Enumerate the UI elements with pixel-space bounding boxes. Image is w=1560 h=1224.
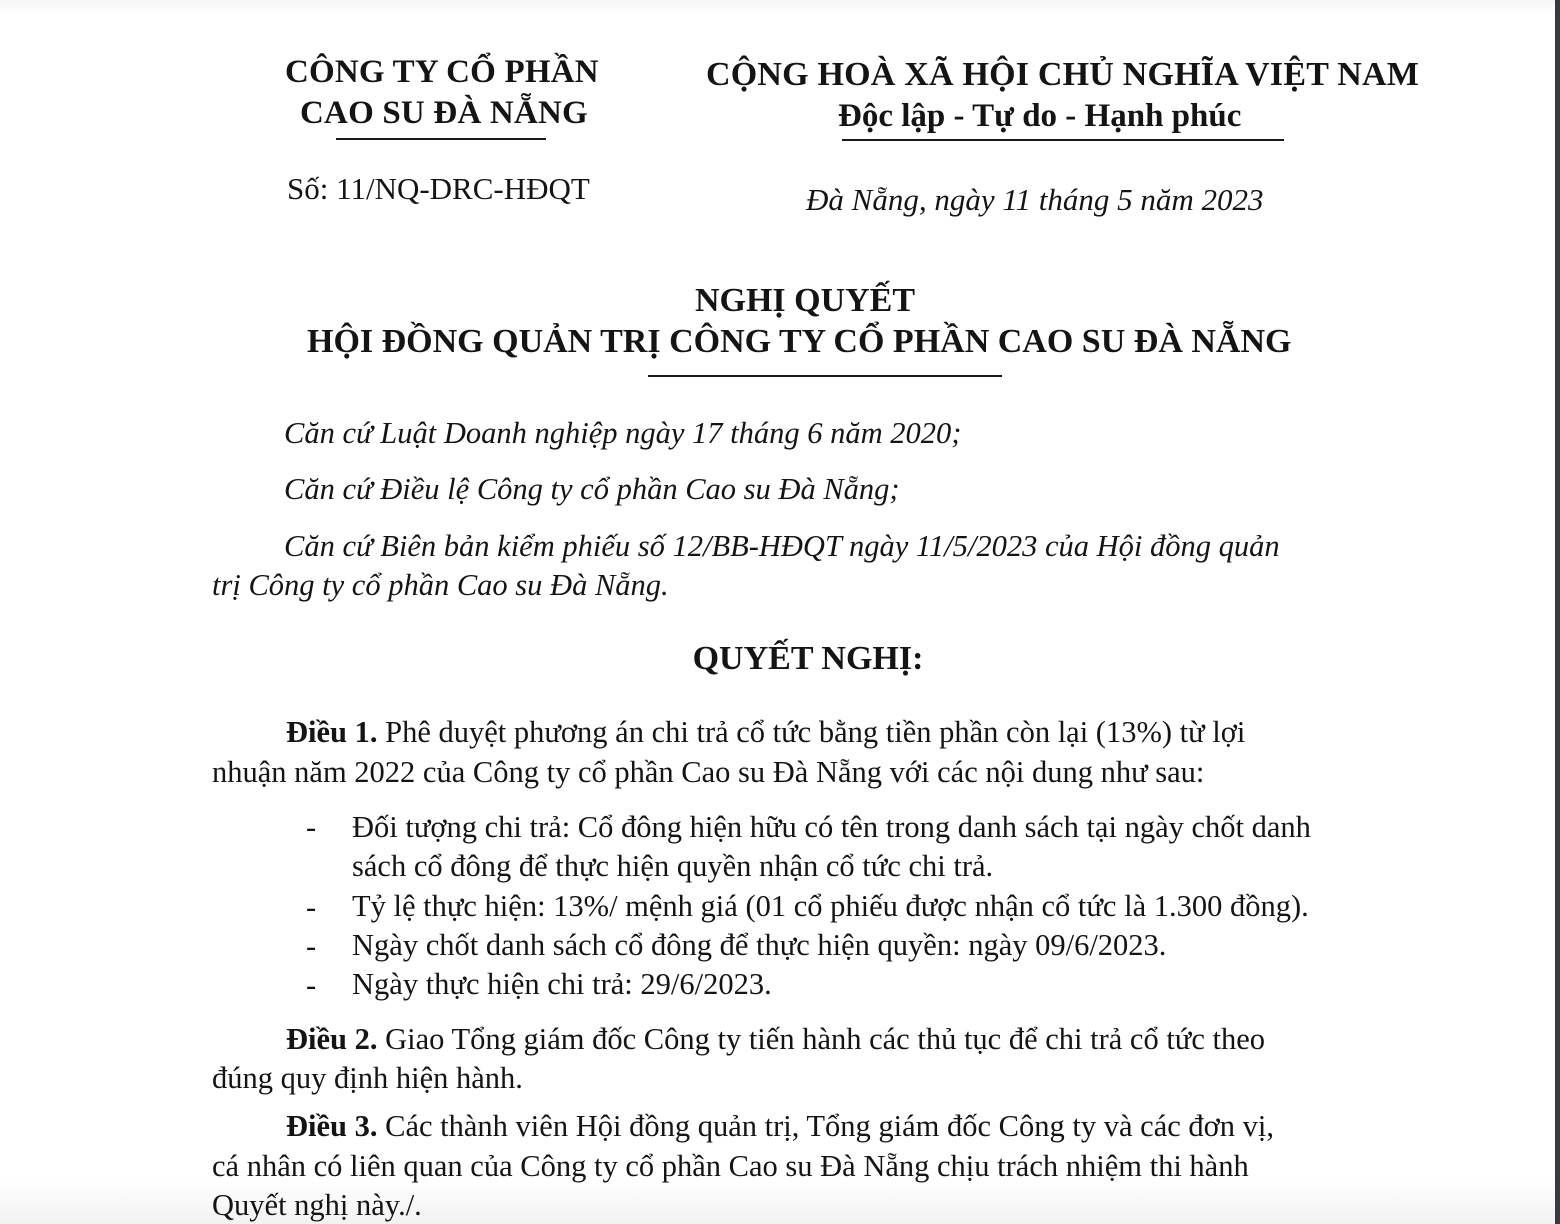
document-title: NGHỊ QUYẾT	[694, 282, 916, 319]
company-underline	[336, 138, 546, 140]
article-1-text: Phê duyệt phương án chi trả cổ tức bằng tiền phần còn lại (13%) từ lợi	[377, 715, 1246, 749]
basis-3-cont: trị Công ty cổ phần Cao su Đà Nẵng.	[212, 568, 669, 602]
title-underline	[648, 375, 1002, 377]
bullet-3: Ngày chốt danh sách cổ đông để thực hiện quyền: ngày 09/6/2023.	[352, 928, 1167, 962]
article-2-label: Điều 2.	[286, 1022, 378, 1056]
basis-2: Căn cứ Điều lệ Công ty cổ phần Cao su Đà Nẵng;	[284, 472, 900, 506]
basis-1: Căn cứ Luật Doanh nghiệp ngày 17 tháng 6 năm 2020;	[284, 416, 962, 450]
article-1	[286, 713, 1245, 751]
national-motto: Độc lập - Tự do - Hạnh phúc	[838, 98, 1242, 134]
basis-3: Căn cứ Biên bản kiểm phiếu số 12/BB-HĐQT ngày 11/5/2023 của Hội đồng quản	[284, 529, 1280, 563]
bullet-marker: -	[306, 929, 317, 963]
article-1-label: Điều 1.	[286, 715, 378, 749]
company-name-line2: CAO SU ĐÀ NẴNG	[300, 95, 588, 131]
article-3-cont-2: Quyết nghị này./.	[212, 1188, 422, 1222]
document-subtitle: HỘI ĐỒNG QUẢN TRỊ CÔNG TY CỔ PHẦN CAO SU ĐÀ NẴNG	[307, 323, 1292, 360]
motto-underline	[842, 139, 1284, 141]
bullet-1-line2: sách cổ đông để thực hiện quyền nhận cổ tức chi trả.	[352, 849, 994, 883]
bullet-1-line1: Đối tượng chi trả: Cổ đông hiện hữu có tên trong danh sách tại ngày chốt danh	[352, 810, 1311, 844]
document-number: Số: 11/NQ-DRC-HĐQT	[287, 171, 590, 206]
bullet-2: Tỷ lệ thực hiện: 13%/ mệnh giá (01 cổ phiếu được nhận cổ tức là 1.300 đồng).	[352, 889, 1309, 923]
country-name: CỘNG HOÀ XÃ HỘI CHỦ NGHĨA VIỆT NAM	[706, 56, 1419, 93]
window-edge	[1555, 0, 1560, 1224]
place-and-date: Đà Nẵng, ngày 11 tháng 5 năm 2023	[806, 182, 1264, 217]
bullet-marker: -	[306, 810, 317, 844]
bullet-marker: -	[306, 968, 317, 1002]
article-3	[286, 1107, 1274, 1145]
article-3-cont: cá nhân có liên quan của Công ty cổ phần Cao su Đà Nẵng chịu trách nhiệm thi hành	[212, 1149, 1249, 1183]
article-2-cont: đúng quy định hiện hành.	[212, 1061, 523, 1095]
article-3-text: Các thành viên Hội đồng quản trị, Tổng giám đốc Công ty và các đơn vị,	[377, 1109, 1275, 1143]
resolution-heading: QUYẾT NGHỊ:	[692, 640, 924, 677]
company-name-line1: CÔNG TY CỔ PHẦN	[285, 54, 599, 90]
article-3-label: Điều 3.	[286, 1109, 378, 1143]
article-2-text: Giao Tổng giám đốc Công ty tiến hành các thủ tục để chi trả cổ tức theo	[377, 1022, 1266, 1056]
article-1-cont: nhuận năm 2022 của Công ty cổ phần Cao su Đà Nẵng với các nội dung như sau:	[212, 755, 1205, 789]
bullet-4: Ngày thực hiện chi trả: 29/6/2023.	[352, 967, 772, 1001]
bullet-marker: -	[306, 890, 317, 924]
article-2	[286, 1020, 1265, 1058]
